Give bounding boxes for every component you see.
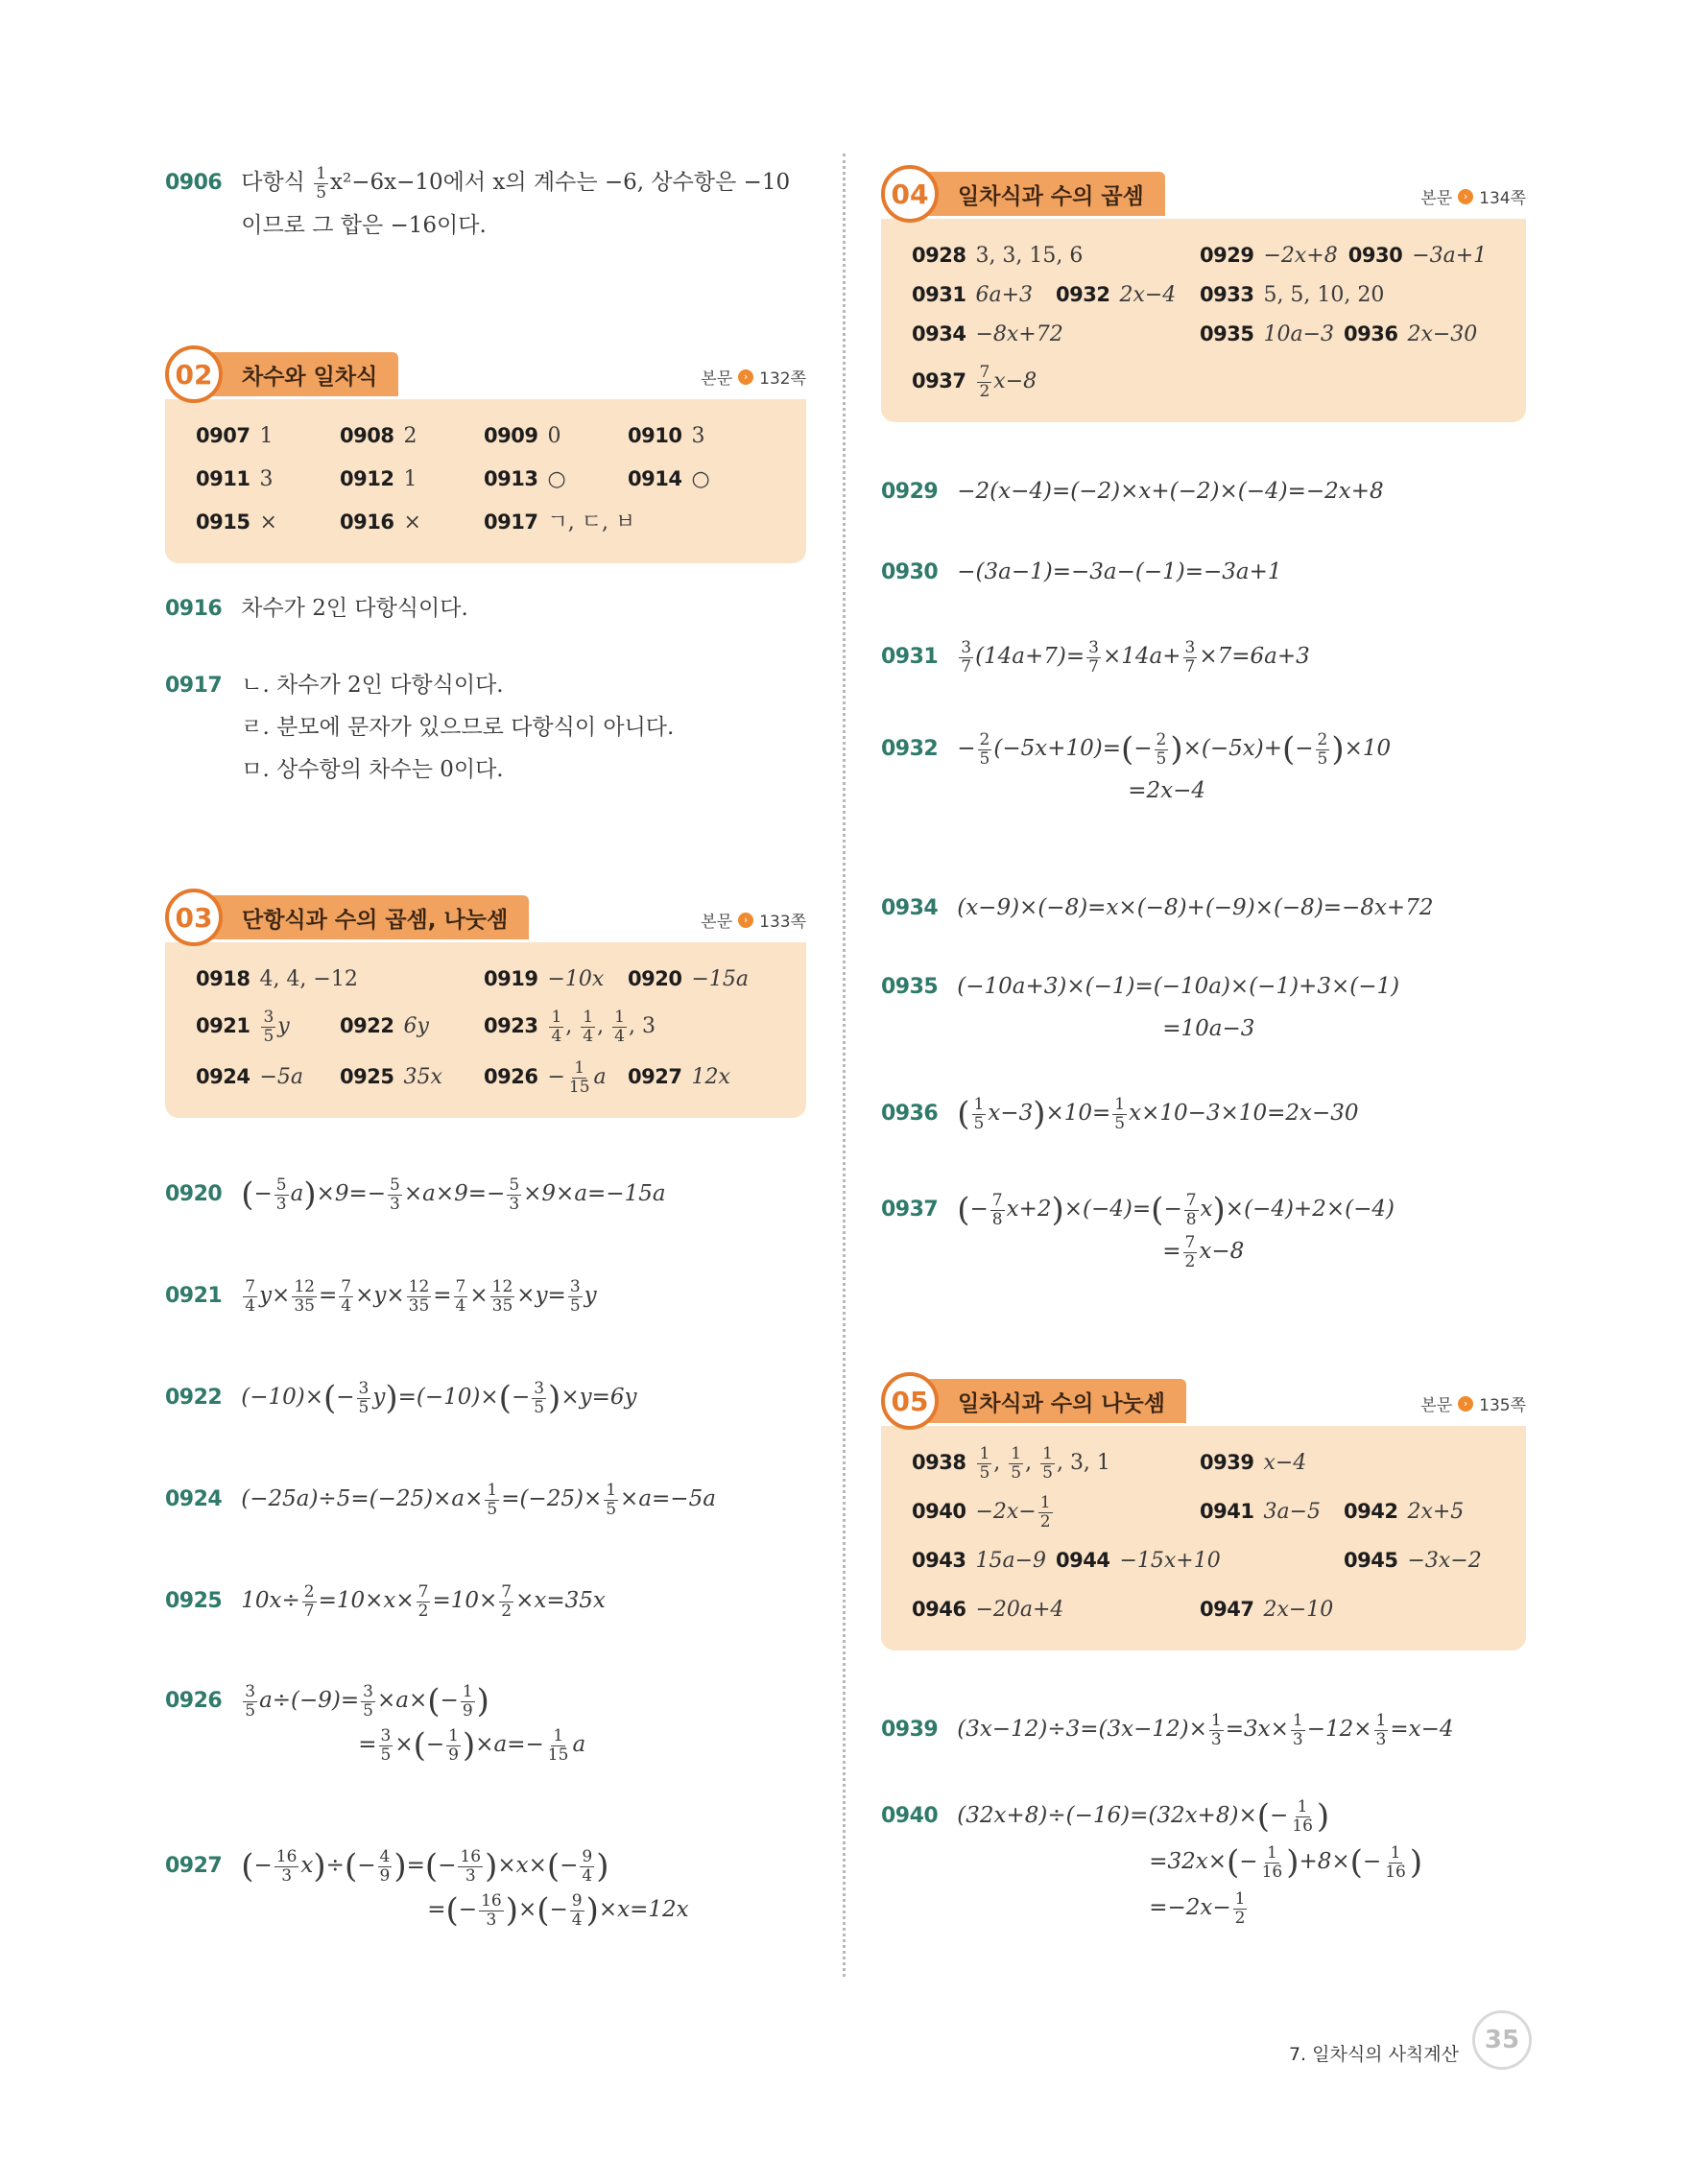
problem-number: 0935 (881, 975, 939, 999)
answer-cell: 0939 x−4 (1200, 1451, 1307, 1475)
section-header (881, 167, 1526, 221)
equation: (−25a)÷5=(−25)×a× $\frac{1}{5}$ =(−25)× $\frac{1}{5}$ ×a=−5a (241, 1480, 716, 1519)
column-divider (843, 154, 846, 1977)
equation: $\frac{7}{4}$ y× $\frac{12}{35}$ = $\frac{7}{4}$ ×y× $\frac{12}{35}$ = $\frac{7}{4}$ × $\frac{12}{35}$ ×y= $\frac{3}{5}$ y (245, 1276, 597, 1316)
page-reference: 본문 › 132쪽 (701, 369, 806, 389)
answer-cell: 0919 −10x (484, 967, 605, 991)
section-badge: 05 (881, 1372, 939, 1430)
answer-0906 (165, 163, 790, 245)
equation-line: (− $\frac{7}{8}$ x+2)×(−4)=(− $\frac{7}{8}$ x)×(−4)+2×(−4) (957, 1190, 1395, 1229)
answer-cell: 0926 − $\frac{1}{15}$ a (484, 1057, 607, 1097)
equation-line: = $\frac{3}{5}$ ×(− $\frac{1}{9}$ )×a=− $\frac{1}{15}$ a (358, 1725, 586, 1765)
problem-number: 0924 (165, 1487, 223, 1511)
answer-cell: 0933 5, 5, 10, 20 (1200, 283, 1385, 307)
equation: ( $\frac{1}{5}$ x−3)×10= $\frac{1}{5}$ x×10−3×10=2x−30 (957, 1094, 1359, 1133)
solution-0922 (165, 1376, 636, 1418)
section-badge: 04 (881, 165, 939, 223)
equation: −2(x−4)=(−2)×x+(−2)×(−4)=−2x+8 (957, 479, 1384, 504)
answer-cell: 0935 10a−3 (1200, 322, 1334, 346)
answer-cell: 0929 −2x+8 0930 −3a+1 (1200, 244, 1488, 268)
answer-cell: 0934 −8x+72 (912, 322, 1063, 346)
section-04 (881, 167, 1526, 422)
equation: $\frac{3}{7}$ (14a+7)= $\frac{3}{7}$ ×14a+ $\frac{3}{7}$ ×7=6a+3 (961, 637, 1310, 677)
answer-cell: 0912 1 (340, 467, 417, 491)
problem-number: 0917 (165, 674, 223, 698)
text: 차수가 2인 다항식이다. (241, 596, 468, 621)
solution-0920 (165, 1173, 666, 1215)
page-number: 35 (1472, 2010, 1532, 2070)
solution-0926 (165, 1679, 585, 1766)
solution-0940 (881, 1794, 1422, 1929)
equation-line: =32x×(− $\frac{1}{16}$ )+8×(− $\frac{1}{16}$ ) (1149, 1842, 1423, 1882)
solution-0935 (881, 965, 1399, 1050)
answer-cell: 0931 6a+3 (912, 283, 1033, 307)
answer-cell: 0942 2x+5 (1344, 1500, 1465, 1524)
answer-cell: 0924 −5a (196, 1065, 303, 1089)
answer-cell: 0928 3, 3, 15, 6 (912, 244, 1084, 268)
text: ㄴ. 차수가 2인 다항식이다. (241, 673, 504, 698)
solution-0939 (881, 1708, 1453, 1750)
answer-cell: 0908 2 (340, 424, 417, 448)
solution-0934 (881, 887, 1433, 929)
page-reference: 본문 › 133쪽 (701, 913, 806, 932)
problem-number: 0940 (881, 1804, 939, 1828)
problem-number: 0916 (165, 597, 223, 621)
section-title: 차수와 일차식 (209, 352, 398, 396)
problem-number: 0936 (881, 1102, 939, 1126)
page-reference: 본문 › 135쪽 (1420, 1396, 1526, 1415)
answer-cell: 0943 15a−9 (912, 1549, 1046, 1573)
answer-cell: 0917 ㄱ, ㄷ, ㅂ (484, 510, 636, 534)
equation-line: $\frac{3}{5}$ a÷(−9)= $\frac{3}{5}$ ×a×(− $\frac{1}{9}$ ) (245, 1681, 489, 1721)
answer-cell: 0938 $\frac{1}{5}$ , $\frac{1}{5}$ , $\frac{1}{5}$ , 3, 1 (912, 1443, 1110, 1483)
equation-line: =(− $\frac{16}{3}$ )×(− $\frac{9}{4}$ )×x=12x (427, 1890, 689, 1930)
answer-cell: 0918 4, 4, −12 (196, 967, 358, 991)
answer-cell: 0921 $\frac{3}{5}$ y (196, 1007, 290, 1046)
fraction: $\frac{1}{5}$ (316, 163, 327, 202)
answer-cell: 0925 35x (340, 1065, 442, 1089)
problem-number: 0929 (881, 480, 939, 504)
answer-cell: 0920 −15a (628, 967, 749, 991)
solution-0921 (165, 1274, 597, 1317)
answer-cell: 0922 6y (340, 1014, 429, 1038)
problem-number: 0920 (165, 1182, 223, 1206)
equation-line: (32x+8)÷(−16)=(32x+8)×(− $\frac{1}{16}$ ) (957, 1796, 1330, 1836)
answer-cell: 0941 3a−5 (1200, 1500, 1321, 1524)
equation: −(3a−1)=−3a−(−1)=−3a+1 (957, 559, 1282, 584)
answer-box (165, 399, 806, 563)
answer-cell: 0913 ○ (484, 467, 566, 491)
section-title: 일차식과 수의 나눗셈 (925, 1379, 1186, 1423)
answer-cell: 0915 × (196, 510, 277, 534)
page-reference: 본문 › 134쪽 (1420, 189, 1526, 208)
equation: (3x−12)÷3=(3x−12)× $\frac{1}{3}$ =3x× $\frac{1}{3}$ −12× $\frac{1}{3}$ =x−4 (957, 1710, 1454, 1749)
answer-cell: 0927 12x (628, 1065, 730, 1089)
answer-cell: 0914 ○ (628, 467, 710, 491)
answer-box (881, 219, 1526, 422)
page-footer (1289, 2010, 1532, 2070)
answer-cell: 0911 3 (196, 467, 274, 491)
arrow-icon: › (1458, 189, 1473, 204)
section-title: 일차식과 수의 곱셈 (925, 172, 1165, 216)
answer-cell: 0909 0 (484, 424, 561, 448)
section-header (881, 1374, 1526, 1428)
problem-number: 0922 (165, 1386, 223, 1410)
equation: (− $\frac{5}{3}$ a)×9=− $\frac{5}{3}$ ×a×9=− $\frac{5}{3}$ ×9×a=−15a (241, 1175, 666, 1214)
arrow-icon: › (738, 913, 753, 928)
answer-cell: 0907 1 (196, 424, 274, 448)
answer-cell: 0916 × (340, 510, 421, 534)
arrow-icon: › (738, 369, 753, 385)
solution-0931 (881, 635, 1310, 677)
problem-number: 0926 (165, 1689, 223, 1713)
solution-0925 (165, 1579, 606, 1622)
solution-0932 (881, 727, 1391, 812)
equation-line: =−2x− $\frac{1}{2}$ (1149, 1888, 1246, 1928)
equation: (x−9)×(−8)=x×(−8)+(−9)×(−8)=−8x+72 (957, 895, 1434, 920)
answer-cell: 0936 2x−30 (1344, 322, 1478, 346)
text: ㅁ. 상수항의 차수는 0이다. (241, 757, 504, 782)
problem-number: 0931 (881, 645, 939, 669)
answer-cell: 0937 $\frac{7}{2}$ x−8 (912, 362, 1037, 401)
problem-number: 0939 (881, 1718, 939, 1742)
problem-number: 0934 (881, 896, 939, 920)
solution-0927 (165, 1844, 689, 1931)
arrow-icon: › (1458, 1396, 1473, 1412)
text: ㄹ. 분모에 문자가 있으므로 다항식이 아니다. (241, 715, 675, 740)
equation: 10x÷ $\frac{2}{7}$ =10×x× $\frac{7}{2}$ =10× $\frac{7}{2}$ ×x=35x (241, 1581, 606, 1621)
section-badge: 02 (165, 345, 223, 403)
section-03 (165, 890, 806, 1118)
problem-number: 0921 (165, 1284, 223, 1308)
section-title: 단항식과 수의 곱셈, 나눗셈 (209, 895, 529, 939)
solution-0937 (881, 1188, 1395, 1272)
answer-cell: 0944 −15x+10 (1056, 1549, 1221, 1573)
text: 이므로 그 합은 −16이다. (241, 212, 487, 238)
answer-cell: 0932 2x−4 (1056, 283, 1177, 307)
problem-number: 0927 (165, 1854, 223, 1878)
answer-cell: 0940 −2x− $\frac{1}{2}$ (912, 1492, 1051, 1531)
equation-line: (−10a+3)×(−1)=(−10a)×(−1)+3×(−1) (957, 974, 1400, 999)
section-02 (165, 347, 806, 563)
equation-line: =2x−4 (1128, 778, 1206, 803)
section-header (165, 347, 806, 401)
answer-cell: 0946 −20a+4 (912, 1598, 1064, 1622)
section-05 (881, 1374, 1526, 1650)
problem-number: 0932 (881, 737, 939, 761)
answer-0917 (165, 666, 674, 789)
section-header (165, 890, 806, 944)
answer-0916 (165, 587, 468, 629)
answer-cell: 0923 $\frac{1}{4}$ , $\frac{1}{4}$ , $\frac{1}{4}$ , 3 (484, 1007, 656, 1046)
equation: (−10)×(− $\frac{3}{5}$ y)=(−10)×(− $\frac{3}{5}$ )×y=6y (241, 1378, 637, 1417)
problem-number: 0906 (165, 171, 223, 195)
equation-line: (− $\frac{16}{3}$ x)÷(− $\frac{4}{9}$ )=(− $\frac{16}{3}$ )×x×(− $\frac{9}{4}$ ) (241, 1846, 609, 1886)
answer-cell: 0945 −3x−2 (1344, 1549, 1482, 1573)
equation-line: =10a−3 (1162, 1016, 1255, 1041)
problem-number: 0937 (881, 1198, 939, 1222)
text: x²−6x−10에서 x의 계수는 −6, 상수항은 −10 (330, 170, 791, 195)
answer-box (881, 1426, 1526, 1650)
solution-0924 (165, 1478, 716, 1520)
solution-0936 (881, 1092, 1359, 1134)
answer-box (165, 942, 806, 1118)
problem-number: 0925 (165, 1589, 223, 1613)
solution-0929 (881, 470, 1384, 512)
section-badge: 03 (165, 889, 223, 946)
equation-line: − $\frac{2}{5}$ (−5x+10)=(− $\frac{2}{5}$ )×(−5x)+(− $\frac{2}{5}$ )×10 (957, 729, 1392, 769)
text: 다항식 (241, 170, 305, 195)
equation-line: = $\frac{7}{2}$ x−8 (1162, 1232, 1245, 1271)
problem-number: 0930 (881, 560, 939, 584)
solution-0930 (881, 551, 1282, 593)
answer-cell: 0910 3 (628, 424, 705, 448)
answer-cell: 0947 2x−10 (1200, 1598, 1334, 1622)
chapter-title: 7. 일차식의 사칙계산 (1288, 2043, 1459, 2065)
